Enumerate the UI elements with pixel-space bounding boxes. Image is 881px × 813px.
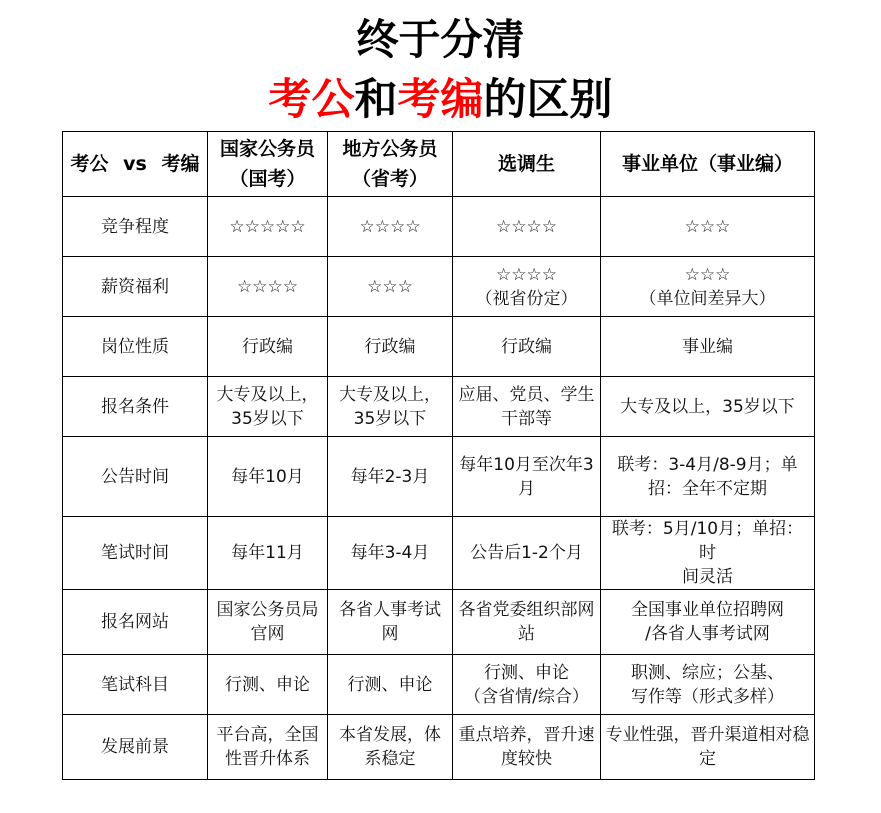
- table-row-announcement-time: [63, 437, 815, 517]
- cell-public-institution: ☆☆☆ （单位间差异大）: [601, 257, 815, 317]
- cell-public-institution: 大专及以上，35岁以下: [601, 377, 815, 437]
- cell-local-civil-servant: 大专及以上， 35岁以下: [328, 377, 453, 437]
- cell-public-institution: 联考：3-4月/8-9月；单 招：全年不定期: [601, 437, 815, 517]
- cell-local-civil-servant: ☆☆☆: [328, 257, 453, 317]
- header-local-civil-servant: 地方公务员 （省考）: [328, 132, 453, 197]
- cell-national-civil-servant: ☆☆☆☆☆: [208, 197, 328, 257]
- table-row-registration-website: [63, 590, 815, 655]
- cell-xuandiao-graduate: 行测、申论 （含省情/综合）: [453, 655, 601, 715]
- title-highlight-kaogong: 考公: [268, 75, 355, 125]
- cell-local-civil-servant: 本省发展，体 系稳定: [328, 715, 453, 780]
- table-row-competition: [63, 197, 815, 257]
- page-title: 终于分清: [356, 15, 525, 64]
- cell-local-civil-servant: 各省人事考试 网: [328, 590, 453, 655]
- cell-local-civil-servant: 行测、申论: [328, 655, 453, 715]
- table-row-exam-subjects: [63, 655, 815, 715]
- row-label: 笔试时间: [63, 517, 208, 590]
- row-label: 竞争程度: [63, 197, 208, 257]
- table-header-row: [63, 132, 815, 197]
- cell-xuandiao-graduate: 重点培养，晋升速 度较快: [453, 715, 601, 780]
- cell-public-institution: 事业编: [601, 317, 815, 377]
- header-comparison-label: 考公 vs 考编: [63, 132, 208, 197]
- cell-national-civil-servant: 每年11月: [208, 517, 328, 590]
- cell-local-civil-servant: 每年2-3月: [328, 437, 453, 517]
- table-row-career-prospects: [63, 715, 815, 780]
- comparison-table: [62, 131, 815, 780]
- title-text-he: 和: [354, 75, 398, 125]
- row-label: 报名条件: [63, 377, 208, 437]
- cell-public-institution: 联考：5月/10月；单招：时 间灵活: [601, 517, 815, 590]
- cell-national-civil-servant: 行测、申论: [208, 655, 328, 715]
- header-national-civil-servant: 国家公务员 （国考）: [208, 132, 328, 197]
- cell-public-institution: 全国事业单位招聘网 /各省人事考试网: [601, 590, 815, 655]
- page-subtitle: [0, 74, 881, 126]
- row-label: 报名网站: [63, 590, 208, 655]
- cell-national-civil-servant: ☆☆☆☆: [208, 257, 328, 317]
- cell-public-institution: 专业性强，晋升渠道相对稳 定: [601, 715, 815, 780]
- cell-xuandiao-graduate: 公告后1-2个月: [453, 517, 601, 590]
- cell-national-civil-servant: 平台高，全国 性晋升体系: [208, 715, 328, 780]
- cell-local-civil-servant: 行政编: [328, 317, 453, 377]
- table-row-position-type: [63, 317, 815, 377]
- header-xuandiao-graduate: 选调生: [453, 132, 601, 197]
- cell-xuandiao-graduate: ☆☆☆☆: [453, 197, 601, 257]
- cell-xuandiao-graduate: 应届、党员、学生 干部等: [453, 377, 601, 437]
- title-text-difference: 的区别: [483, 75, 613, 125]
- table-row-salary-benefits: [63, 257, 815, 317]
- cell-public-institution: ☆☆☆: [601, 197, 815, 257]
- table-row-exam-time: [63, 517, 815, 590]
- row-label: 笔试科目: [63, 655, 208, 715]
- cell-local-civil-servant: 每年3-4月: [328, 517, 453, 590]
- table-row-eligibility: [63, 377, 815, 437]
- header-public-institution: 事业单位（事业编）: [601, 132, 815, 197]
- cell-national-civil-servant: 行政编: [208, 317, 328, 377]
- row-label: 薪资福利: [63, 257, 208, 317]
- row-label: 岗位性质: [63, 317, 208, 377]
- title-highlight-kaobian: 考编: [397, 75, 484, 125]
- row-label: 公告时间: [63, 437, 208, 517]
- cell-public-institution: 职测、综应；公基、 写作等（形式多样）: [601, 655, 815, 715]
- cell-xuandiao-graduate: ☆☆☆☆ （视省份定）: [453, 257, 601, 317]
- cell-local-civil-servant: ☆☆☆☆: [328, 197, 453, 257]
- cell-xuandiao-graduate: 各省党委组织部网 站: [453, 590, 601, 655]
- cell-xuandiao-graduate: 每年10月至次年3 月: [453, 437, 601, 517]
- row-label: 发展前景: [63, 715, 208, 780]
- cell-national-civil-servant: 每年10月: [208, 437, 328, 517]
- cell-national-civil-servant: 大专及以上， 35岁以下: [208, 377, 328, 437]
- cell-national-civil-servant: 国家公务员局 官网: [208, 590, 328, 655]
- cell-xuandiao-graduate: 行政编: [453, 317, 601, 377]
